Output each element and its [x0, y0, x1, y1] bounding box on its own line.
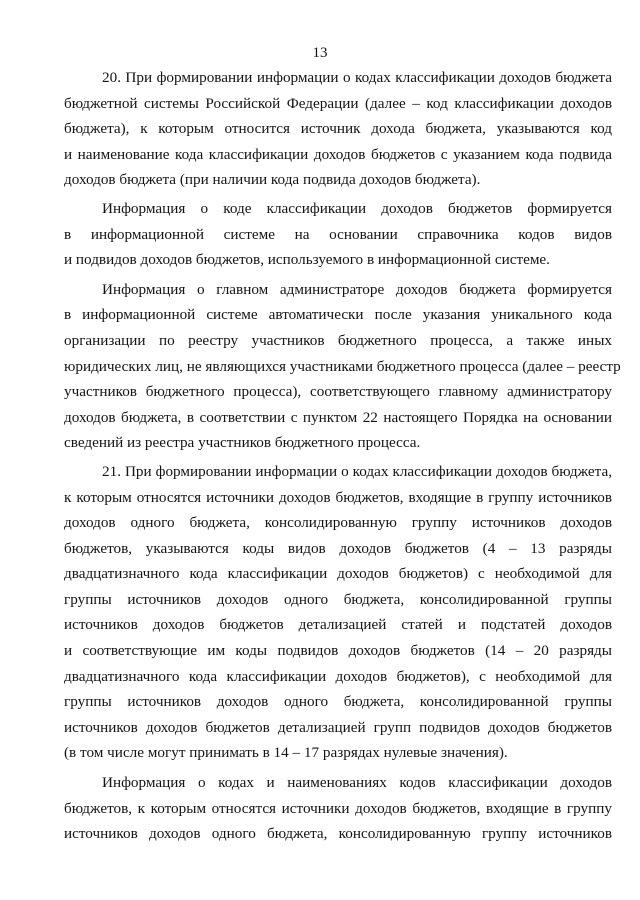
text-line: группы источников доходов одного бюджета, консолидированной группы — [64, 590, 612, 608]
text-line: юридических лиц, не являющихся участниками бюджетного процесса (далее – реестр — [64, 357, 621, 375]
text-line: бюджетов, указываются коды видов доходов бюджетов (4 – 13 разряды — [64, 539, 612, 557]
paragraph-code-info — [64, 196, 612, 273]
text-line: бюджетов, к которым относятся источники доходов бюджетов, входящие в группу — [64, 799, 612, 817]
text-line: двадцатизначного кода классификации доходов бюджетов) с необходимой для — [64, 565, 612, 583]
text-line: и соответствующие им коды подвидов доходов бюджетов (14 – 20 разряды — [64, 642, 612, 660]
text-line: группы источников доходов одного бюджета, консолидированной группы — [64, 693, 612, 711]
paragraph-codes-names-info — [64, 770, 612, 847]
paragraph-20 — [64, 65, 612, 193]
text-line: доходов одного бюджета, консолидированную группу источников доходов — [64, 514, 612, 532]
text-line: источников доходов бюджетов детализацией статей и подстатей доходов — [64, 616, 612, 634]
text-line: доходов бюджета (при наличии кода подвида доходов бюджета). — [64, 171, 481, 189]
text-line: участников бюджетного процесса), соответствующего главному администратору — [64, 383, 612, 401]
paragraph-21 — [64, 459, 612, 766]
paragraph-administrator-info — [64, 277, 621, 456]
text-line: бюджетной системы Российской Федерации (далее – код классификации доходов — [64, 94, 612, 112]
text-line: сведений из реестра участников бюджетного процесса. — [64, 434, 421, 452]
text-line: к которым относятся источники доходов бюджетов, входящие в группу источников — [64, 488, 612, 506]
text-line: Информация о главном администраторе доходов бюджета формируется — [102, 280, 612, 298]
text-line: 20. При формировании информации о кодах классификации доходов бюджета — [102, 69, 612, 86]
text-line: (в том числе могут принимать в 14 – 17 разрядах нулевые значения). — [64, 744, 508, 762]
text-line: двадцатизначного кода классификации доходов бюджетов), с необходимой для — [64, 667, 612, 685]
text-line: организации по реестру участников бюджетного процесса, а также иных — [64, 331, 612, 349]
document-body — [64, 65, 621, 847]
text-line: и наименование кода классификации доходов бюджетов с указанием кода подвида — [64, 145, 612, 163]
text-line: Информация о кодах и наименованиях кодов классификации доходов — [102, 774, 612, 792]
text-line: Информация о коде классификации доходов бюджетов формируется — [102, 199, 612, 217]
text-line: бюджета), к которым относится источник дохода бюджета, указываются код — [64, 120, 612, 138]
text-line: источников доходов одного бюджета, консолидированную группу источников — [64, 825, 612, 843]
page-number: 13 — [312, 45, 328, 61]
text-line: доходов бюджета, в соответствии с пунктом 22 настоящего Порядка на основании — [64, 408, 612, 426]
text-line: в информационной системе на основании справочника кодов видов — [64, 225, 612, 243]
text-line: в информационной системе автоматически после указания уникального кода — [64, 306, 612, 324]
text-line: источников доходов бюджетов детализацией групп подвидов доходов бюджетов — [64, 718, 612, 736]
text-line: 21. При формировании информации о кодах классификации доходов бюджета, — [102, 462, 612, 480]
text-line: и подвидов доходов бюджетов, используемого в информационной системе. — [64, 251, 550, 269]
